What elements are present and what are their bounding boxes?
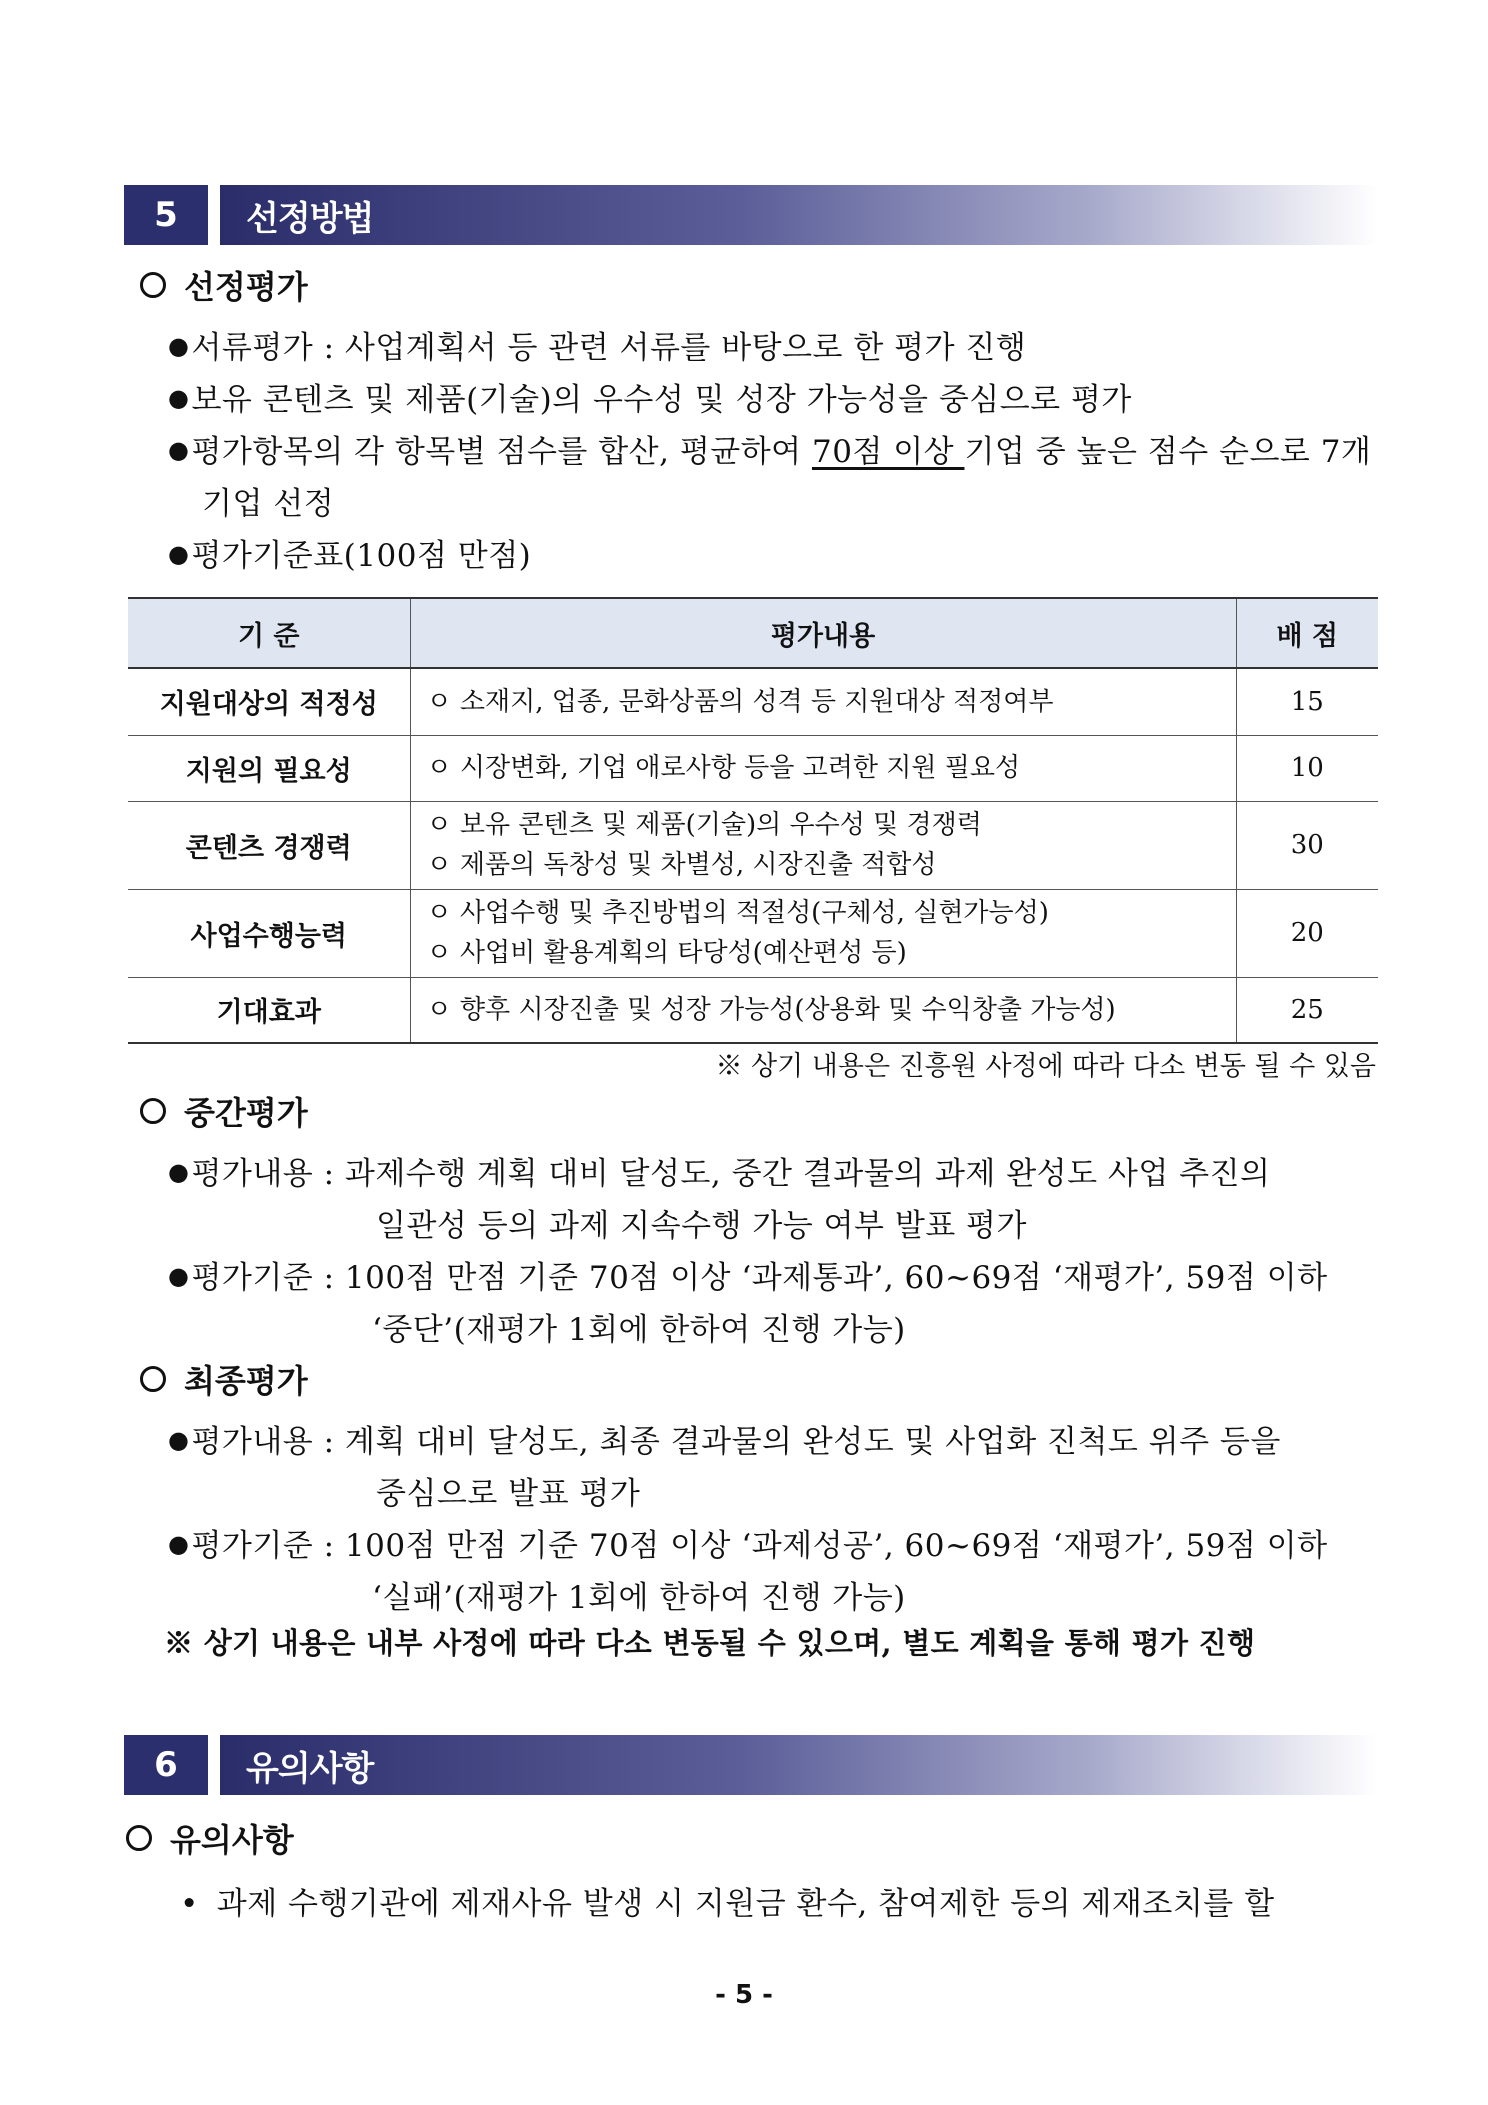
internal-change-note: ※ 상기 내용은 내부 사정에 따라 다소 변동될 수 있으며, 별도 계획을 통해 평가 진행 <box>164 1626 1256 1660</box>
threshold-underline: 70점 이상 <box>811 434 965 470</box>
score-cell: 30 <box>1236 801 1378 889</box>
criterion-cell: 지원대상의 적정성 <box>128 668 410 735</box>
criterion-cell: 콘텐츠 경쟁력 <box>128 801 410 889</box>
section-6-title: 유의사항 <box>220 1735 1378 1795</box>
bullet-icon: ● <box>168 1158 190 1186</box>
selection-line-3-cont: 기업 선정 <box>202 486 335 522</box>
bullet-icon: ● <box>168 436 190 464</box>
criterion-cell: 지원의 필요성 <box>128 735 410 801</box>
table-intro: ●평가기준표(100점 만점) <box>168 538 532 574</box>
score-cell: 10 <box>1236 735 1378 801</box>
table-row <box>128 977 1378 1043</box>
bullet-icon: ● <box>168 332 190 360</box>
circle-bullet-icon <box>126 1825 152 1851</box>
bullet-icon: ● <box>168 1426 190 1454</box>
final-criteria: ●평가기준 : 100점 만점 기준 70점 이상 ‘과제성공’, 60~69점 ‘재평가’, 59점 이하 <box>168 1528 1328 1564</box>
table-row <box>128 801 1378 889</box>
section-6-number: 6 <box>124 1735 208 1795</box>
table-row <box>128 735 1378 801</box>
score-cell: 20 <box>1236 889 1378 977</box>
bullet-icon: ● <box>168 1530 190 1558</box>
header-criterion: 기 준 <box>128 598 410 668</box>
content-cell: ㅇ 향후 시장진출 및 성장 가능성(상용화 및 수익창출 가능성) <box>410 977 1236 1043</box>
evaluation-criteria-table <box>128 597 1378 1044</box>
midterm-criteria-cont: ‘중단’(재평가 1회에 한하여 진행 가능) <box>372 1312 906 1348</box>
table-row <box>128 889 1378 977</box>
midterm-content: ●평가내용 : 과제수행 계획 대비 달성도, 중간 결과물의 과제 완성도 사업 추진의 <box>168 1156 1271 1192</box>
circle-bullet-icon <box>140 1366 166 1392</box>
bullet-icon: ● <box>168 1262 190 1290</box>
final-content-cont: 중심으로 발표 평가 <box>376 1476 641 1512</box>
circle-bullet-icon <box>140 1098 166 1124</box>
content-cell: ㅇ 소재지, 업종, 문화상품의 성격 등 지원대상 적정여부 <box>410 668 1236 735</box>
criterion-cell: 사업수행능력 <box>128 889 410 977</box>
selection-heading: 선정평가 <box>140 262 308 308</box>
section-5-title: 선정방법 <box>220 185 1378 245</box>
header-content: 평가내용 <box>410 598 1236 668</box>
midterm-content-cont: 일관성 등의 과제 지속수행 가능 여부 발표 평가 <box>376 1208 1027 1244</box>
table-row <box>128 668 1378 735</box>
section-6-header <box>124 1735 1378 1795</box>
content-cell: ㅇ 사업수행 및 추진방법의 적절성(구체성, 실현가능성) ㅇ 사업비 활용계획의 타당성(예산편성 등) <box>410 889 1236 977</box>
table-note: ※ 상기 내용은 진흥원 사정에 따라 다소 변동 될 수 있음 <box>715 1051 1376 1082</box>
content-cell: ㅇ 보유 콘텐츠 및 제품(기술)의 우수성 및 경쟁력 ㅇ 제품의 독창성 및 차별성, 시장진출 적합성 <box>410 801 1236 889</box>
circle-bullet-icon <box>140 272 166 298</box>
bullet-icon: ● <box>168 540 190 568</box>
score-cell: 25 <box>1236 977 1378 1043</box>
caution-line-1: • 과제 수행기관에 제재사유 발생 시 지원금 환수, 참여제한 등의 제재조치를 할 <box>180 1886 1275 1922</box>
midterm-heading: 중간평가 <box>140 1088 308 1134</box>
selection-line-2: ●보유 콘텐츠 및 제품(기술)의 우수성 및 성장 가능성을 중심으로 평가 <box>168 382 1132 418</box>
final-content: ●평가내용 : 계획 대비 달성도, 최종 결과물의 완성도 및 사업화 진척도 위주 등을 <box>168 1424 1281 1460</box>
section-5-number: 5 <box>124 185 208 245</box>
header-score: 배 점 <box>1236 598 1378 668</box>
dot-bullet-icon: • <box>180 1886 199 1922</box>
bullet-icon: ● <box>168 384 190 412</box>
section-5-header <box>124 185 1378 245</box>
selection-line-1: ●서류평가 : 사업계획서 등 관련 서류를 바탕으로 한 평가 진행 <box>168 330 1027 366</box>
score-cell: 15 <box>1236 668 1378 735</box>
final-heading: 최종평가 <box>140 1356 308 1402</box>
final-criteria-cont: ‘실패’(재평가 1회에 한하여 진행 가능) <box>372 1580 906 1616</box>
midterm-criteria: ●평가기준 : 100점 만점 기준 70점 이상 ‘과제통과’, 60~69점 ‘재평가’, 59점 이하 <box>168 1260 1328 1296</box>
caution-heading: 유의사항 <box>126 1815 294 1861</box>
criterion-cell: 기대효과 <box>128 977 410 1043</box>
content-cell: ㅇ 시장변화, 기업 애로사항 등을 고려한 지원 필요성 <box>410 735 1236 801</box>
selection-line-3: ●평가항목의 각 항목별 점수를 합산, 평균하여 70점 이상 기업 중 높은 점수 순으로 7개 <box>168 434 1372 470</box>
page-number: - 5 - <box>715 1980 773 2010</box>
